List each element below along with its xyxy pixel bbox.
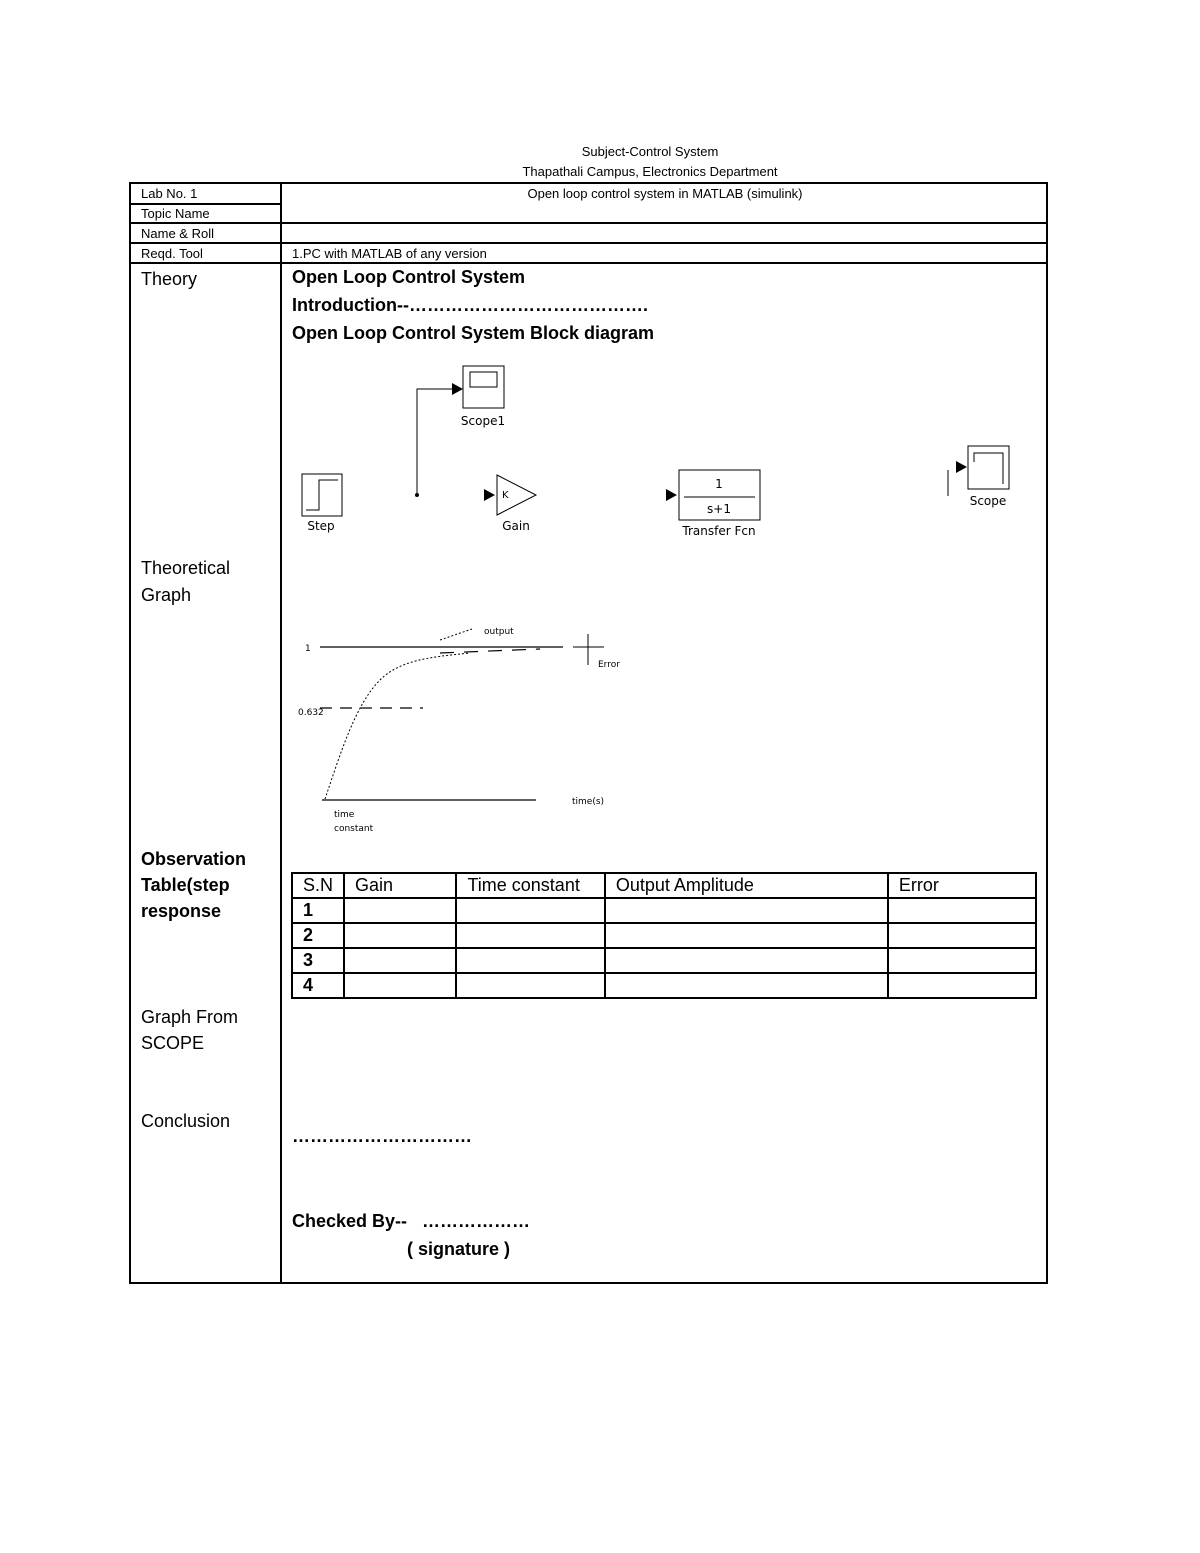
table-row	[292, 923, 1036, 948]
scope1-label: Scope1	[460, 414, 506, 428]
table-row	[292, 948, 1036, 973]
row-line	[129, 222, 1048, 224]
step-label: Step	[307, 519, 335, 533]
conclusion-dots: …………………………	[292, 1126, 472, 1146]
header-gain: Gain	[344, 873, 456, 898]
row-sn: 1	[292, 898, 344, 923]
row-error	[888, 948, 1036, 973]
row-sn: 4	[292, 973, 344, 998]
introduction-line: Introduction--………………………………….	[292, 295, 648, 315]
table-row	[292, 898, 1036, 923]
response-curve	[325, 653, 470, 799]
header-error: Error	[888, 873, 1036, 898]
observation-label-1: Observation	[141, 849, 247, 869]
campus-title: Thapathali Campus, Electronics Department	[522, 164, 778, 179]
tf-numerator: 1	[715, 477, 723, 491]
row-line	[129, 262, 1048, 264]
row-sn: 2	[292, 923, 344, 948]
reqd-tool-value: 1.PC with MATLAB of any version	[292, 246, 487, 261]
tf-label: Transfer Fcn	[682, 524, 756, 538]
lab-no-label: Lab No. 1	[141, 186, 198, 201]
row-gain	[344, 923, 456, 948]
arrow-icon	[666, 489, 677, 501]
lab-title: Open loop control system in MATLAB (simulink)	[527, 186, 803, 201]
row-output-amplitude	[605, 923, 888, 948]
theory-heading: Open Loop Control System	[292, 267, 526, 287]
header-time-constant: Time constant	[456, 873, 604, 898]
step-block	[302, 474, 342, 516]
column-divider	[280, 182, 282, 1284]
error-label: Error	[598, 660, 620, 670]
row-output-amplitude	[605, 948, 888, 973]
row-error	[888, 898, 1036, 923]
row-sn: 3	[292, 948, 344, 973]
tf-denominator: s+1	[707, 502, 731, 516]
observation-table	[291, 872, 1037, 999]
theoretical-graph-label-2: Graph	[141, 585, 192, 605]
row-time-constant	[456, 948, 604, 973]
subject-title: Subject-Control System	[581, 144, 719, 159]
branch-line	[417, 389, 452, 495]
checked-by-dots: ………………	[422, 1211, 530, 1231]
theoretical-graph	[290, 615, 650, 840]
arrow-icon	[956, 461, 967, 473]
table-header-row	[292, 873, 1036, 898]
header-sn: S.N	[292, 873, 344, 898]
observation-label-2: Table(step	[141, 875, 230, 895]
name-roll-label: Name & Roll	[141, 226, 214, 241]
scope-graph-label-1: Graph From	[141, 1007, 239, 1027]
checked-by-label: Checked By--	[292, 1211, 408, 1231]
observation-label-3: response	[141, 901, 222, 921]
scope1-block	[463, 366, 504, 408]
row-time-constant	[456, 923, 604, 948]
output-label: output	[484, 627, 514, 637]
row-error	[888, 973, 1036, 998]
branch-point	[415, 493, 419, 497]
scope-label: Scope	[969, 494, 1007, 508]
time-constant-label-2: constant	[334, 824, 374, 834]
row-output-amplitude	[605, 898, 888, 923]
table-row	[292, 973, 1036, 998]
row-time-constant	[456, 898, 604, 923]
block-diagram-heading: Open Loop Control System Block diagram	[292, 323, 655, 343]
scope-graph-label-2: SCOPE	[141, 1033, 205, 1053]
block-diagram	[280, 350, 1040, 550]
row-gain	[344, 973, 456, 998]
arrow-icon	[484, 489, 495, 501]
reqd-tool-label: Reqd. Tool	[141, 246, 203, 261]
signature-label: ( signature )	[407, 1239, 511, 1259]
row-output-amplitude	[605, 973, 888, 998]
time-constant-label-1: time	[334, 810, 355, 820]
row-gain	[344, 948, 456, 973]
scope-block	[968, 446, 1009, 489]
y-632-label: 0.632	[298, 708, 324, 718]
header-output-amplitude: Output Amplitude	[605, 873, 888, 898]
row-gain	[344, 898, 456, 923]
y-one-label: 1	[305, 644, 311, 654]
gain-label: Gain	[502, 519, 530, 533]
arrow-icon	[452, 383, 463, 395]
row-error	[888, 923, 1036, 948]
row-line	[129, 203, 280, 205]
theoretical-graph-label-1: Theoretical	[141, 558, 231, 578]
steady-state-line	[440, 649, 540, 653]
row-line	[129, 242, 1048, 244]
gain-symbol: K	[502, 490, 509, 501]
theory-label: Theory	[141, 269, 198, 289]
output-pointer	[440, 629, 472, 640]
conclusion-label: Conclusion	[141, 1111, 231, 1131]
time-axis-label: time(s)	[572, 797, 605, 807]
row-time-constant	[456, 973, 604, 998]
topic-name-label: Topic Name	[141, 206, 210, 221]
